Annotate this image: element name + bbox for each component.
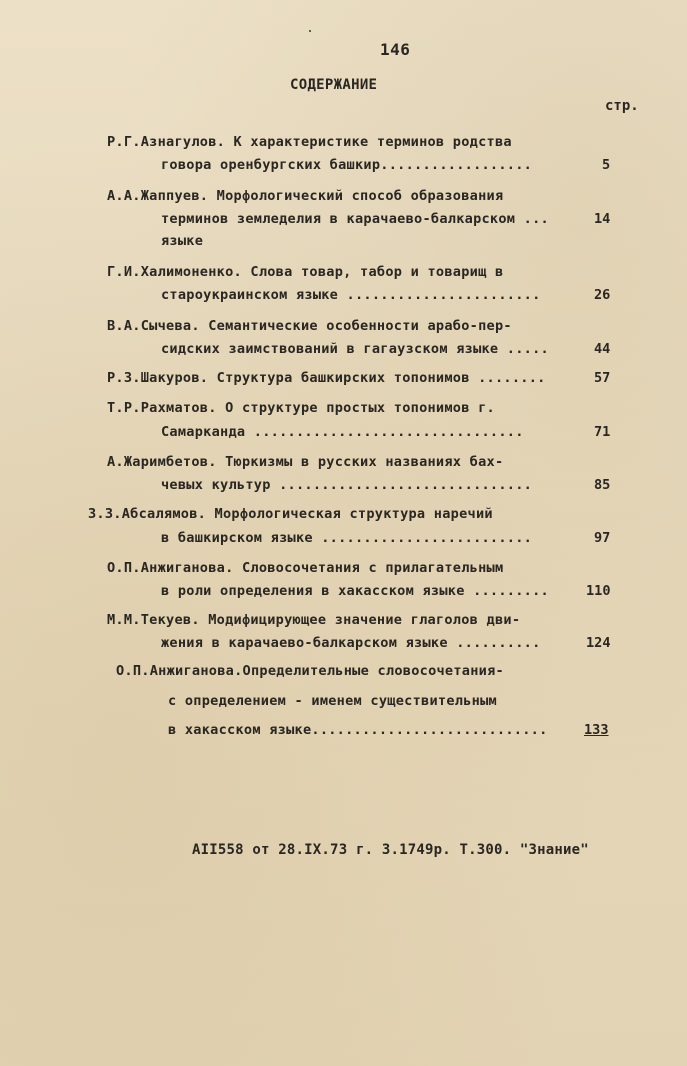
toc-entry-page: 97 <box>594 530 611 546</box>
toc-entry-line: Р.Г.Азнагулов. К характеристике терминов родства <box>107 134 512 150</box>
page-number: 146 <box>380 40 411 59</box>
toc-entry-line: Самарканда ................................ <box>161 424 524 440</box>
toc-entry-line: в хакасском языке............................ <box>168 722 548 738</box>
toc-entry-page: 44 <box>594 341 611 357</box>
toc-entry-page: 5 <box>602 157 611 173</box>
toc-entry-page: 71 <box>594 424 611 440</box>
toc-entry-line: говора оренбургских башкир.................. <box>161 157 533 173</box>
toc-entry-line: с определением - именем существительным <box>168 693 497 709</box>
toc-entry-line: Г.И.Халимоненко. Слова товар, табор и товарищ в <box>107 264 504 280</box>
toc-entry-line: терминов земледелия в карачаево-балкарском ... <box>161 211 549 227</box>
toc-entry-line: жения в карачаево-балкарском языке .......... <box>161 635 541 651</box>
toc-entry-line: М.М.Текуев. Модифицирующее значение глаголов дви- <box>107 612 521 628</box>
toc-entry-line: чевых культур .............................. <box>161 477 533 493</box>
toc-entry-line: в роли определения в хакасском языке ......... <box>161 583 549 599</box>
toc-entry-line: староукраинском языке ....................... <box>161 287 541 303</box>
toc-entry-page: 124 <box>586 635 611 651</box>
toc-entry-page: 110 <box>586 583 611 599</box>
toc-entry-page: 26 <box>594 287 611 303</box>
toc-entry-line: А.Жаримбетов. Тюркизмы в русских названиях бах- <box>107 454 504 470</box>
toc-entry-page: 133 <box>584 722 609 738</box>
page-column-label: стр. <box>605 98 639 114</box>
toc-entry-page: 14 <box>594 211 611 227</box>
page-title: СОДЕРЖАНИЕ <box>290 77 378 93</box>
toc-entry-line: в башкирском языке ......................... <box>161 530 533 546</box>
toc-entry-line: В.А.Сычева. Семантические особенности арабо-пер- <box>107 318 512 334</box>
toc-entry-line: языке <box>161 233 204 249</box>
toc-entry-line: Р.З.Шакуров. Структура башкирских топонимов ........ <box>107 370 546 386</box>
toc-entry-line: сидских заимствований в гагаузском языке ..... <box>161 341 549 357</box>
toc-entry-line: А.А.Жаппуев. Морфологический способ образования <box>107 188 504 204</box>
toc-entry-line: О.П.Анжиганова.Определительные словосочетания- <box>116 663 504 679</box>
toc-entry-page: 57 <box>594 370 611 386</box>
imprint-line: АII558 от 28.IX.73 г. З.1749р. Т.300. "Знание" <box>192 842 589 858</box>
toc-entry-line: З.З.Абсалямов. Морфологическая структура наречий <box>88 506 493 522</box>
toc-entry-page: 85 <box>594 477 611 493</box>
toc-entry-line: О.П.Анжиганова. Словосочетания с прилагательным <box>107 560 504 576</box>
toc-entry-line: Т.Р.Рахматов. О структуре простых топонимов г. <box>107 400 495 416</box>
